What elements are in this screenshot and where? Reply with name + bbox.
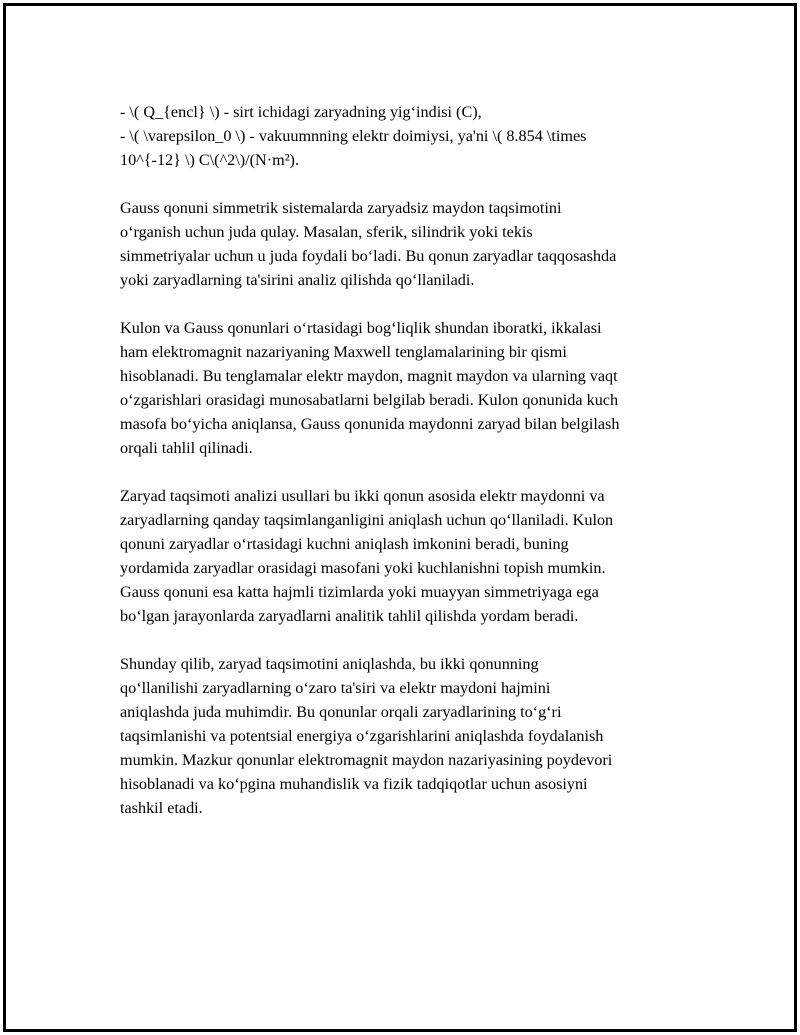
definition-item: - \( \varepsilon_0 \) - vakuumnning elektr doimiysi, ya'ni \( 8.854 \times — [120, 127, 587, 145]
paragraph-coulomb-gauss-relation — [120, 316, 700, 460]
paragraph-line: yoki zaryadlarning ta'sirini analiz qilishda qo‘llaniladi. — [120, 271, 475, 289]
paragraph-line: yordamida zaryadlar orasidagi masofani yoki kuchlanishni topish mumkin. — [120, 559, 606, 577]
paragraph-line: orqali tahlil qilinadi. — [120, 439, 253, 457]
paragraph-line: hisoblanadi va ko‘pgina muhandislik va fizik tadqiqotlar uchun asosiyni — [120, 775, 588, 793]
paragraph-line: tashkil etadi. — [120, 799, 203, 817]
paragraph-charge-distribution-methods — [120, 484, 700, 628]
paragraph-line: bo‘lgan jarayonlarda zaryadlarni analitik tahlil qilishda yordam beradi. — [120, 607, 579, 625]
document-body — [120, 100, 700, 844]
paragraph-line: Gauss qonuni esa katta hajmli tizimlarda yoki muayyan simmetriyaga ega — [120, 583, 599, 601]
paragraph-line: zaryadlarning qanday taqsimlanganligini aniqlash uchun qo‘llaniladi. Kulon — [120, 511, 614, 529]
paragraph-line: aniqlashda juda muhimdir. Bu qonunlar orqali zaryadlarining to‘g‘ri — [120, 703, 562, 721]
paragraph-line: qonuni zaryadlar o‘rtasidagi kuchni aniqlash imkonini beradi, buning — [120, 535, 569, 553]
paragraph-line: masofa bo‘yicha aniqlansa, Gauss qonunida maydonni zaryad bilan belgilash — [120, 415, 620, 433]
paragraph-line: simmetriyalar uchun u juda foydali bo‘ladi. Bu qonun zaryadlar taqqosashda — [120, 247, 617, 265]
definition-item: - \( Q_{encl} \) - sirt ichidagi zaryadning yig‘indisi (C), — [120, 103, 482, 121]
paragraph-line: Kulon va Gauss qonunlari o‘rtasidagi bog‘liqlik shundan iboratki, ikkalasi — [120, 319, 602, 337]
paragraph-line: taqsimlanishi va potentsial energiya o‘zgarishlarini aniqlashda foydalanish — [120, 727, 604, 745]
paragraph-line: mumkin. Mazkur qonunlar elektromagnit maydon nazariyasining poydevori — [120, 751, 613, 769]
definition-item-continuation: 10^{-12} \) C\(^2\)/(N·m²). — [120, 151, 299, 169]
paragraph-gauss-symmetry — [120, 196, 700, 292]
paragraph-line: hisoblanadi. Bu tenglamalar elektr maydon, magnit maydon va ularning vaqt — [120, 367, 618, 385]
paragraph-line: ham elektromagnit nazariyaning Maxwell tenglamalarining bir qismi — [120, 343, 567, 361]
definition-list — [120, 100, 700, 172]
paragraph-line: Gauss qonuni simmetrik sistemalarda zaryadsiz maydon taqsimotini — [120, 199, 562, 217]
paragraph-line: qo‘llanilishi zaryadlarning o‘zaro ta'siri va elektr maydoni hajmini — [120, 679, 551, 697]
paragraph-line: Zaryad taqsimoti analizi usullari bu ikki qonun asosida elektr maydonni va — [120, 487, 605, 505]
document-page — [3, 3, 797, 1032]
paragraph-conclusion — [120, 652, 700, 820]
paragraph-line: o‘rganish uchun juda qulay. Masalan, sferik, silindrik yoki tekis — [120, 223, 533, 241]
paragraph-line: Shunday qilib, zaryad taqsimotini aniqlashda, bu ikki qonunning — [120, 655, 539, 673]
paragraph-line: o‘zgarishlari orasidagi munosabatlarni belgilab beradi. Kulon qonunida kuch — [120, 391, 619, 409]
